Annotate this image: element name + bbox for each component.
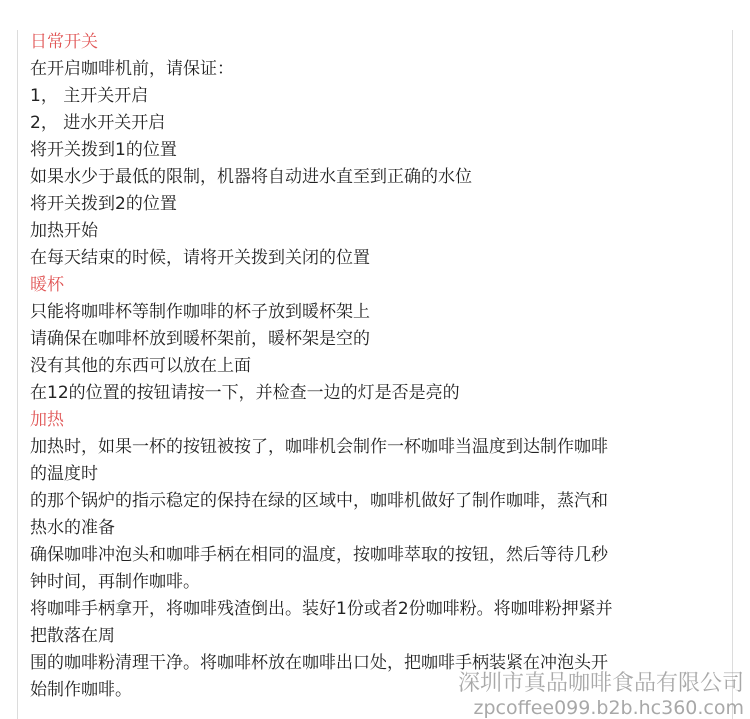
- body-text-line: 始制作咖啡。: [30, 680, 132, 700]
- watermark-url: zpcoffee099.b2b.hc360.com: [473, 697, 744, 719]
- body-text-line: 请确保在咖啡杯放到暖杯架前，暖杯架是空的: [30, 329, 370, 349]
- body-text-line: 的温度时: [30, 464, 98, 484]
- body-text-line: 将咖啡手柄拿开，将咖啡残渣倒出。装好1份或者2份咖啡粉。将咖啡粉押紧并: [30, 599, 613, 619]
- article-body: [30, 29, 720, 704]
- body-text-line: 加热时，如果一杯的按钮被按了，咖啡机会制作一杯咖啡当温度到达制作咖啡: [30, 437, 608, 457]
- body-text-line: 热水的准备: [30, 518, 115, 538]
- section-heading: 加热: [30, 410, 64, 430]
- body-text-line: 1， 主开关开启: [30, 86, 149, 106]
- body-text-line: 只能将咖啡杯等制作咖啡的杯子放到暖杯架上: [30, 302, 370, 322]
- body-text-line: 把散落在周: [30, 626, 115, 646]
- body-text-line: 将开关拨到1的位置: [30, 140, 177, 160]
- body-text-line: 将开关拨到2的位置: [30, 194, 177, 214]
- body-text-line: 在开启咖啡机前，请保证：: [30, 59, 234, 79]
- section-heading: 日常开关: [30, 32, 98, 52]
- body-text-line: 如果水少于最低的限制，机器将自动进水直至到正确的水位: [30, 167, 472, 187]
- body-text-line: 钟时间，再制作咖啡。: [30, 572, 200, 592]
- body-text-line: 在12的位置的按钮请按一下，并检查一边的灯是否是亮的: [30, 383, 460, 403]
- body-text-line: 2， 进水开关开启: [30, 113, 166, 133]
- section-heading: 暖杯: [30, 275, 64, 295]
- body-text-line: 确保咖啡冲泡头和咖啡手柄在相同的温度，按咖啡萃取的按钮，然后等待几秒: [30, 545, 608, 565]
- body-text-line: 没有其他的东西可以放在上面: [30, 356, 251, 376]
- body-text-line: 在每天结束的时候，请将开关拨到关闭的位置: [30, 248, 370, 268]
- body-text-line: 围的咖啡粉清理干净。将咖啡杯放在咖啡出口处，把咖啡手柄装紧在冲泡头开: [30, 653, 608, 673]
- body-text-line: 的那个锅炉的指示稳定的保持在绿的区域中，咖啡机做好了制作咖啡，蒸汽和: [30, 491, 608, 511]
- body-text-line: 加热开始: [30, 221, 98, 241]
- watermark-company: 深圳市真品咖啡食品有限公司: [457, 671, 744, 696]
